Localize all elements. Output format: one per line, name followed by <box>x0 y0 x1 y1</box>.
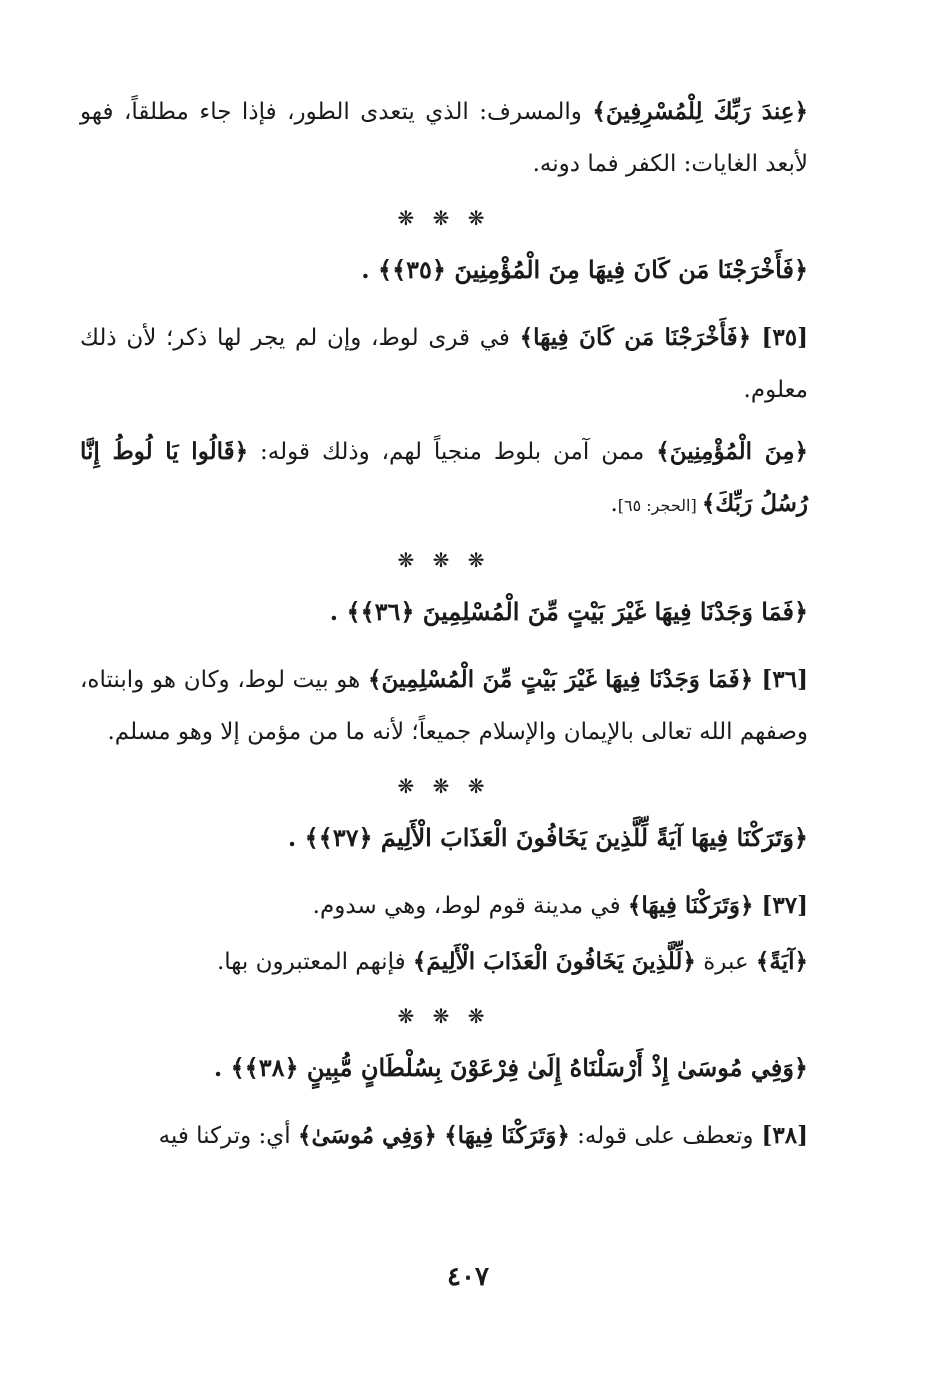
commentary-text: هو بيت لوط، وكان هو وابنتاه، وصفهم الله تعالى بالإيمان والإسلام جميعاً؛ لأنه ما من مؤمن إلا وهو مسلم. <box>80 667 808 745</box>
quran-quote: ﴿فَمَا وَجَدْنَا فِيهَا غَيْرَ بَيْتٍ مِّنَ الْمُسْلِمِينَ﴾ <box>368 666 754 693</box>
commentary-paragraph <box>80 654 808 758</box>
verse-number: [٣٥] <box>751 324 808 351</box>
commentary-paragraph <box>80 312 808 416</box>
commentary-paragraph <box>80 880 808 932</box>
commentary-paragraph <box>80 1110 808 1162</box>
section-separator: ❋ ❋ ❋ <box>397 206 491 230</box>
verse-number: [٣٨] <box>753 1122 808 1149</box>
verse-number: [٣٧] <box>753 892 808 919</box>
commentary-text: في قرى لوط، وإن لم يجر لها ذكر؛ لأن ذلك معلوم. <box>80 325 808 403</box>
quran-quote: ﴿فَأَخْرَجْنَا مَن كَانَ فِيهَا﴾ <box>519 324 752 351</box>
quran-quote: ﴿آيَةً﴾ <box>755 948 808 975</box>
quran-verse: ﴿فَأَخْرَجْنَا مَن كَانَ فِيهَا مِنَ الْمُؤْمِنِينَ ﴿٣٥﴾﴾ . <box>361 255 808 284</box>
commentary-paragraph <box>80 936 808 988</box>
commentary-text: وتعطف على قوله: <box>569 1123 754 1149</box>
commentary-text: والمسرف: الذي يتعدى الطور، فإذا جاء مطلقاً، فهو لأبعد الغايات: الكفر فما دونه. <box>80 99 808 177</box>
quran-quote: ﴿وَفِي مُوسَىٰ﴾ <box>298 1122 437 1149</box>
page-body <box>80 86 808 1172</box>
commentary-text: عبرة <box>695 949 756 975</box>
quran-quote: ﴿عِندَ رَبِّكَ لِلْمُسْرِفِينَ﴾ <box>592 98 808 125</box>
quran-verse: ﴿وَتَرَكْنَا فِيهَا آيَةً لِّلَّذِينَ يَخَافُونَ الْعَذَابَ الْأَلِيمَ ﴿٣٧﴾﴾ . <box>287 823 808 852</box>
section-separator: ❋ ❋ ❋ <box>397 1004 491 1028</box>
commentary-paragraph <box>80 86 808 190</box>
quran-quote: ﴿وَتَرَكْنَا فِيهَا﴾ <box>627 892 754 919</box>
commentary-text: في مدينة قوم لوط، وهي سدوم. <box>312 893 628 919</box>
commentary-text: . <box>610 491 618 517</box>
page-number: ٤٠٧ <box>447 1262 489 1292</box>
quran-quote: ﴿قَالُوا يَا لُوطُ إِنَّا رُسُلُ رَبِّكَ﴾ <box>80 438 808 517</box>
commentary-text: ممن آمن بلوط منجياً لهم، وذلك قوله: <box>248 439 657 465</box>
commentary-paragraph <box>80 426 808 532</box>
quran-quote: ﴿وَتَرَكْنَا فِيهَا﴾ <box>444 1122 570 1149</box>
commentary-text: فإنهم المعتبرون بها. <box>216 949 413 975</box>
quran-quote: ﴿مِنَ الْمُؤْمِنِينَ﴾ <box>656 438 809 465</box>
quran-quote: ﴿لِّلَّذِينَ يَخَافُونَ الْعَذَابَ الْأَلِيمَ﴾ <box>412 948 696 975</box>
quran-verse: ﴿فَمَا وَجَدْنَا فِيهَا غَيْرَ بَيْتٍ مِّنَ الْمُسْلِمِينَ ﴿٣٦﴾﴾ . <box>329 597 808 626</box>
section-separator: ❋ ❋ ❋ <box>397 774 491 798</box>
quran-verse: ﴿وَفِي مُوسَىٰ إِذْ أَرْسَلْنَاهُ إِلَىٰ فِرْعَوْنَ بِسُلْطَانٍ مُّبِينٍ ﴿٣٨﴾﴾ . <box>213 1053 808 1082</box>
section-separator: ❋ ❋ ❋ <box>397 548 491 572</box>
surah-reference: [الحجر: ٦٥] <box>617 496 702 515</box>
commentary-text: أي: وتركنا فيه <box>158 1123 298 1149</box>
verse-number: [٣٦] <box>753 666 808 693</box>
